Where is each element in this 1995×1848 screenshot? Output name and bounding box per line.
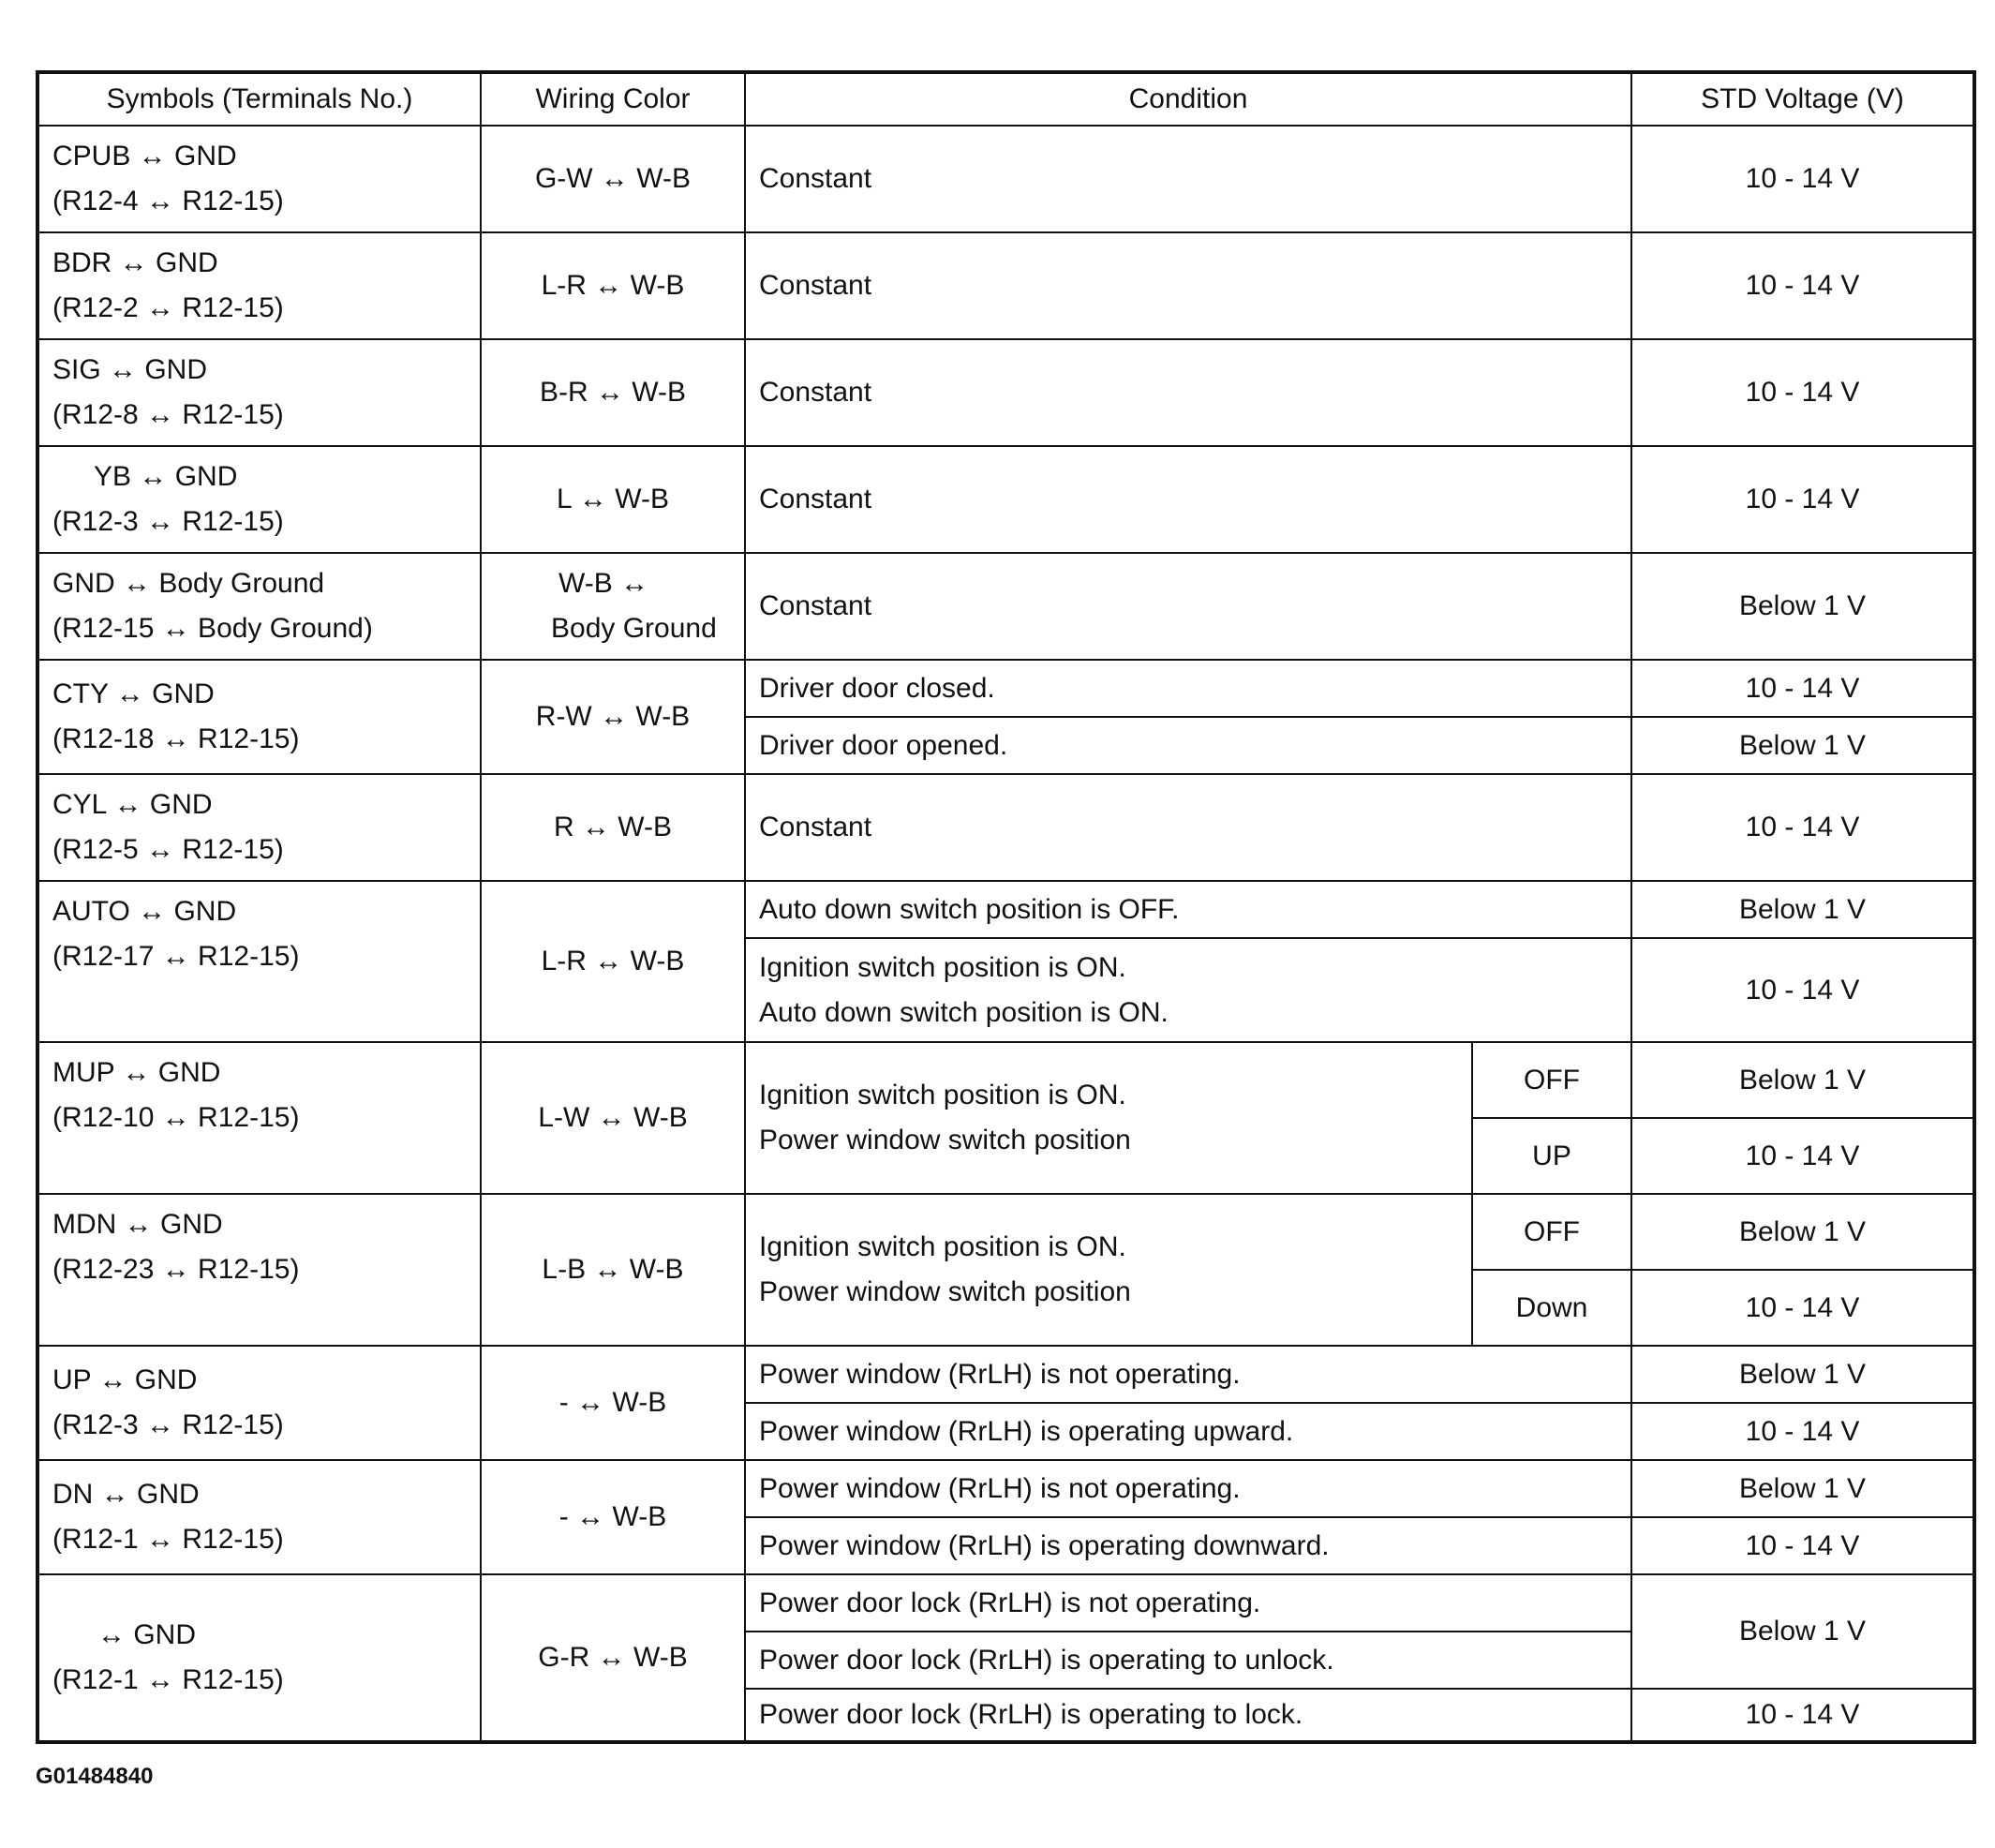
terminal-numbers: (R12-15 ↔ Body Ground) (52, 613, 373, 644)
table-row (37, 446, 1974, 553)
symbol-name: CTY ↔ GND (52, 678, 215, 709)
header-condition: Condition (745, 72, 1631, 126)
terminal-numbers: (R12-10 ↔ R12-15) (52, 1102, 300, 1133)
table-row (37, 660, 1974, 717)
std-voltage: 10 - 14 V (1631, 1270, 1974, 1346)
std-voltage: Below 1 V (1631, 717, 1974, 774)
table-row (37, 339, 1974, 446)
symbol-cell (37, 446, 481, 553)
terminal-numbers: (R12-1 ↔ R12-15) (52, 1524, 284, 1555)
std-voltage: 10 - 14 V (1631, 1689, 1974, 1742)
wiring-color: L-W ↔ W-B (481, 1042, 745, 1194)
symbol-cell (37, 774, 481, 881)
terminal-numbers: (R12-23 ↔ R12-15) (52, 1254, 300, 1285)
condition-line2: Auto down switch position is ON. (759, 996, 1169, 1028)
header-std-voltage: STD Voltage (V) (1631, 72, 1974, 126)
table-header-row (37, 72, 1974, 126)
wiring-color (481, 553, 745, 660)
switch-position: Down (1472, 1270, 1631, 1346)
symbol-name: UP ↔ GND (52, 1364, 198, 1395)
symbol-cell (37, 339, 481, 446)
wiring-color: G-W ↔ W-B (481, 126, 745, 232)
condition-line1: Ignition switch position is ON. (759, 951, 1126, 983)
terminal-numbers: (R12-2 ↔ R12-15) (52, 292, 284, 323)
condition: Constant (745, 553, 1631, 660)
header-symbols: Symbols (Terminals No.) (37, 72, 481, 126)
symbol-cell (37, 126, 481, 232)
condition (745, 1042, 1472, 1194)
terminal-numbers: (R12-18 ↔ R12-15) (52, 723, 300, 754)
wiring-color: L-B ↔ W-B (481, 1194, 745, 1346)
std-voltage: Below 1 V (1631, 1346, 1974, 1403)
table-row (37, 232, 1974, 339)
condition: Power window (RrLH) is not operating. (745, 1460, 1631, 1517)
table-row (37, 553, 1974, 660)
terminal-numbers: (R12-8 ↔ R12-15) (52, 399, 284, 430)
condition (745, 938, 1631, 1042)
condition: Power door lock (RrLH) is operating to unlock. (745, 1632, 1631, 1689)
std-voltage: 10 - 14 V (1631, 339, 1974, 446)
std-voltage: 10 - 14 V (1631, 1118, 1974, 1194)
symbol-cell (37, 1460, 481, 1574)
std-voltage: 10 - 14 V (1631, 126, 1974, 232)
wiring-color-line1: W-B ↔ (558, 568, 649, 599)
symbol-name: BDR ↔ GND (52, 247, 218, 278)
std-voltage: Below 1 V (1631, 1460, 1974, 1517)
symbol-cell (37, 660, 481, 774)
condition: Constant (745, 232, 1631, 339)
symbol-name: MUP ↔ GND (52, 1057, 221, 1088)
symbol-name: MDN ↔ GND (52, 1209, 223, 1240)
std-voltage: Below 1 V (1631, 1042, 1974, 1118)
terminal-numbers: (R12-3 ↔ R12-15) (52, 506, 284, 537)
condition: Driver door opened. (745, 717, 1631, 774)
switch-position: UP (1472, 1118, 1631, 1194)
std-voltage: 10 - 14 V (1631, 938, 1974, 1042)
symbol-name: YB ↔ GND (94, 461, 238, 492)
symbol-cell (37, 1574, 481, 1742)
table-row (37, 881, 1974, 938)
condition: Auto down switch position is OFF. (745, 881, 1631, 938)
std-voltage: 10 - 14 V (1631, 1517, 1974, 1574)
condition: Power window (RrLH) is operating downward. (745, 1517, 1631, 1574)
condition (745, 1194, 1472, 1346)
terminal-numbers: (R12-17 ↔ R12-15) (52, 941, 300, 972)
symbol-name: ↔ GND (97, 1619, 196, 1650)
terminal-numbers: (R12-4 ↔ R12-15) (52, 186, 284, 216)
wiring-color: - ↔ W-B (481, 1346, 745, 1460)
std-voltage: 10 - 14 V (1631, 660, 1974, 717)
condition: Power window (RrLH) is operating upward. (745, 1403, 1631, 1460)
condition: Power door lock (RrLH) is operating to lock. (745, 1689, 1631, 1742)
symbol-cell (37, 1194, 481, 1346)
switch-position: OFF (1472, 1042, 1631, 1118)
table-row (37, 1460, 1974, 1517)
condition-line1: Ignition switch position is ON. (759, 1231, 1126, 1262)
terminal-numbers: (R12-5 ↔ R12-15) (52, 834, 284, 865)
symbol-cell (37, 232, 481, 339)
wiring-color: - ↔ W-B (481, 1460, 745, 1574)
figure-id: G01484840 (36, 1764, 154, 1789)
symbol-name: GND ↔ Body Ground (52, 568, 325, 599)
symbol-cell (37, 1042, 481, 1194)
std-voltage: 10 - 14 V (1631, 774, 1974, 881)
std-voltage: Below 1 V (1631, 1574, 1974, 1689)
table-row (37, 1194, 1974, 1270)
symbol-name: SIG ↔ GND (52, 354, 208, 385)
terminal-numbers: (R12-3 ↔ R12-15) (52, 1409, 284, 1440)
std-voltage: Below 1 V (1631, 1194, 1974, 1270)
table-row (37, 1346, 1974, 1403)
symbol-cell (37, 1346, 481, 1460)
std-voltage: Below 1 V (1631, 881, 1974, 938)
terminal-numbers: (R12-1 ↔ R12-15) (52, 1664, 284, 1695)
condition: Driver door closed. (745, 660, 1631, 717)
wiring-color-line2: Body Ground (551, 613, 717, 644)
switch-position: OFF (1472, 1194, 1631, 1270)
std-voltage: Below 1 V (1631, 553, 1974, 660)
table-row (37, 1574, 1974, 1632)
condition: Constant (745, 774, 1631, 881)
std-voltage: 10 - 14 V (1631, 446, 1974, 553)
table-row (37, 774, 1974, 881)
wiring-color: R ↔ W-B (481, 774, 745, 881)
wiring-color: G-R ↔ W-B (481, 1574, 745, 1742)
symbol-name: CYL ↔ GND (52, 789, 213, 820)
symbol-name: AUTO ↔ GND (52, 896, 237, 927)
condition: Power window (RrLH) is not operating. (745, 1346, 1631, 1403)
wiring-color: L-R ↔ W-B (481, 881, 745, 1042)
wiring-color: L-R ↔ W-B (481, 232, 745, 339)
condition-line2: Power window switch position (759, 1125, 1131, 1155)
table-row (37, 126, 1974, 232)
symbol-name: DN ↔ GND (52, 1479, 200, 1510)
condition-line1: Ignition switch position is ON. (759, 1080, 1126, 1110)
wiring-color: B-R ↔ W-B (481, 339, 745, 446)
condition: Power door lock (RrLH) is not operating. (745, 1574, 1631, 1632)
wiring-color: L ↔ W-B (481, 446, 745, 553)
wiring-color: R-W ↔ W-B (481, 660, 745, 774)
condition: Constant (745, 126, 1631, 232)
std-voltage: 10 - 14 V (1631, 1403, 1974, 1460)
std-voltage: 10 - 14 V (1631, 232, 1974, 339)
table-row (37, 1042, 1974, 1118)
condition: Constant (745, 339, 1631, 446)
condition-line2: Power window switch position (759, 1276, 1131, 1307)
terminal-voltage-table (36, 70, 1976, 1744)
symbol-cell (37, 553, 481, 660)
condition: Constant (745, 446, 1631, 553)
symbol-name: CPUB ↔ GND (52, 141, 237, 171)
symbol-cell (37, 881, 481, 1042)
header-wiring-color: Wiring Color (481, 72, 745, 126)
